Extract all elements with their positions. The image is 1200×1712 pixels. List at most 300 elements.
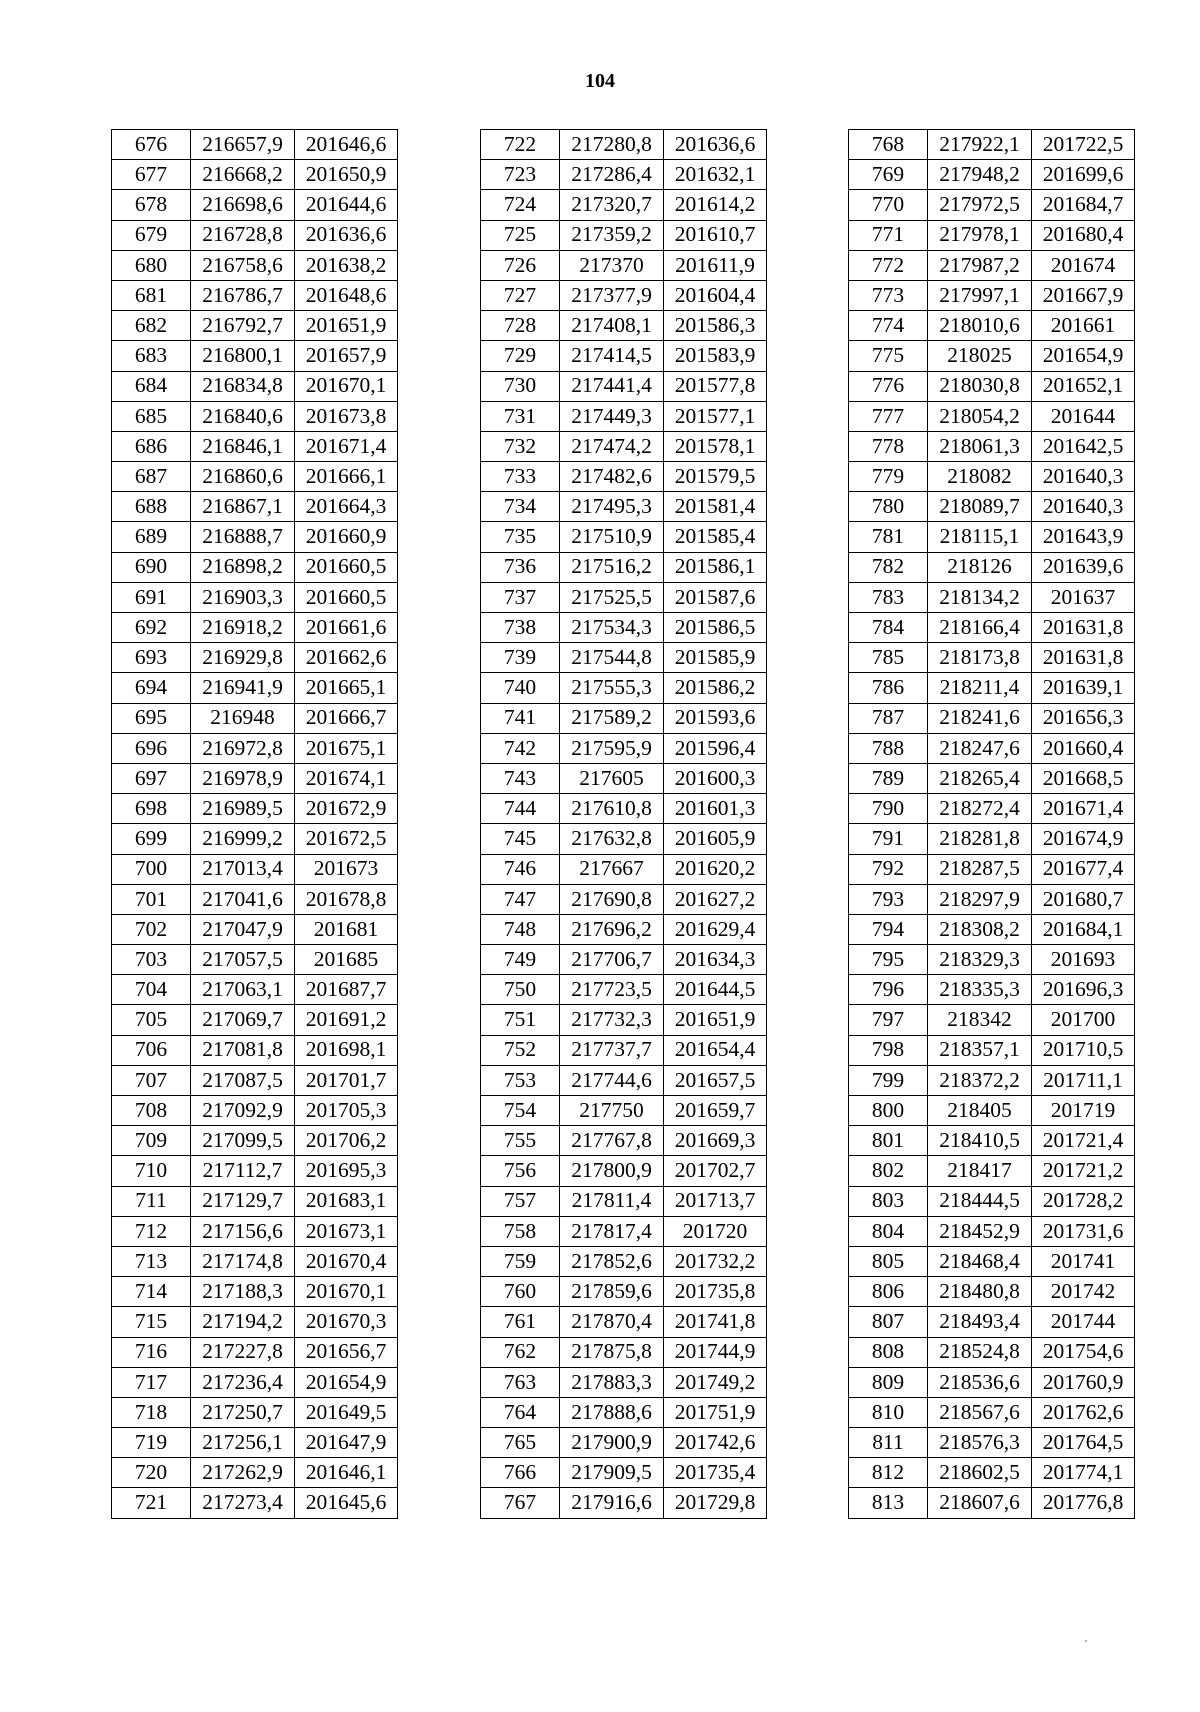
y-coordinate-cell: 201671,4 <box>295 431 398 461</box>
y-coordinate-cell: 201631,8 <box>1032 643 1135 673</box>
y-coordinate-cell: 201646,1 <box>295 1458 398 1488</box>
point-number-cell: 805 <box>849 1246 928 1276</box>
table-row <box>112 1458 398 1488</box>
table-row <box>849 250 1135 280</box>
y-coordinate-cell: 201654,9 <box>295 1367 398 1397</box>
point-number-cell: 679 <box>112 220 191 250</box>
x-coordinate-cell: 217408,1 <box>560 311 664 341</box>
point-number-cell: 763 <box>481 1367 560 1397</box>
table-row <box>112 341 398 371</box>
point-number-cell: 776 <box>849 371 928 401</box>
point-number-cell: 694 <box>112 673 191 703</box>
table-row <box>481 1397 767 1427</box>
point-number-cell: 809 <box>849 1367 928 1397</box>
point-number-cell: 799 <box>849 1065 928 1095</box>
point-number-cell: 774 <box>849 311 928 341</box>
table-row <box>849 582 1135 612</box>
point-number-cell: 684 <box>112 371 191 401</box>
point-number-cell: 689 <box>112 522 191 552</box>
point-number-cell: 747 <box>481 884 560 914</box>
point-number-cell: 746 <box>481 854 560 884</box>
point-number-cell: 780 <box>849 492 928 522</box>
point-number-cell: 712 <box>112 1216 191 1246</box>
x-coordinate-cell: 217737,7 <box>560 1035 664 1065</box>
table-row <box>849 280 1135 310</box>
x-coordinate-cell: 217859,6 <box>560 1277 664 1307</box>
x-coordinate-cell: 217667 <box>560 854 664 884</box>
table-row <box>481 1096 767 1126</box>
y-coordinate-cell: 201680,4 <box>1032 220 1135 250</box>
y-coordinate-cell: 201683,1 <box>295 1186 398 1216</box>
x-coordinate-cell: 216846,1 <box>191 431 295 461</box>
y-coordinate-cell: 201638,2 <box>295 250 398 280</box>
table-row <box>481 703 767 733</box>
table-row <box>112 945 398 975</box>
x-coordinate-cell: 217732,3 <box>560 1005 664 1035</box>
y-coordinate-cell: 201639,1 <box>1032 673 1135 703</box>
point-number-cell: 766 <box>481 1458 560 1488</box>
point-number-cell: 810 <box>849 1397 928 1427</box>
x-coordinate-cell: 217696,2 <box>560 914 664 944</box>
table-row <box>849 1035 1135 1065</box>
point-number-cell: 735 <box>481 522 560 552</box>
x-coordinate-cell: 218025 <box>928 341 1032 371</box>
table-row <box>849 160 1135 190</box>
y-coordinate-cell: 201659,7 <box>664 1096 767 1126</box>
x-coordinate-cell: 217883,3 <box>560 1367 664 1397</box>
y-coordinate-cell: 201631,8 <box>1032 613 1135 643</box>
table-row <box>849 824 1135 854</box>
table-row <box>112 1005 398 1035</box>
y-coordinate-cell: 201660,5 <box>295 552 398 582</box>
x-coordinate-cell: 217525,5 <box>560 582 664 612</box>
table-row <box>481 1035 767 1065</box>
table-row <box>481 1126 767 1156</box>
y-coordinate-cell: 201627,2 <box>664 884 767 914</box>
table-row <box>112 975 398 1005</box>
x-coordinate-cell: 218607,6 <box>928 1488 1032 1518</box>
y-coordinate-cell: 201583,9 <box>664 341 767 371</box>
y-coordinate-cell: 201666,1 <box>295 462 398 492</box>
point-number-cell: 708 <box>112 1096 191 1126</box>
y-coordinate-cell: 201604,4 <box>664 280 767 310</box>
y-coordinate-cell: 201654,9 <box>1032 341 1135 371</box>
y-coordinate-cell: 201702,7 <box>664 1156 767 1186</box>
y-coordinate-cell: 201611,9 <box>664 250 767 280</box>
x-coordinate-cell: 217041,6 <box>191 884 295 914</box>
table-row <box>849 794 1135 824</box>
x-coordinate-cell: 217099,5 <box>191 1126 295 1156</box>
x-coordinate-cell: 218335,3 <box>928 975 1032 1005</box>
table-row <box>112 1216 398 1246</box>
x-coordinate-cell: 217013,4 <box>191 854 295 884</box>
point-number-cell: 812 <box>849 1458 928 1488</box>
y-coordinate-cell: 201729,8 <box>664 1488 767 1518</box>
table-row <box>849 1096 1135 1126</box>
table-row <box>112 1367 398 1397</box>
point-number-cell: 685 <box>112 401 191 431</box>
point-number-cell: 678 <box>112 190 191 220</box>
x-coordinate-cell: 217449,3 <box>560 401 664 431</box>
point-number-cell: 757 <box>481 1186 560 1216</box>
x-coordinate-cell: 218308,2 <box>928 914 1032 944</box>
table-row <box>112 914 398 944</box>
x-coordinate-cell: 216657,9 <box>191 130 295 160</box>
x-coordinate-cell: 217987,2 <box>928 250 1032 280</box>
x-coordinate-cell: 218126 <box>928 552 1032 582</box>
table-row <box>481 733 767 763</box>
table-row <box>849 1126 1135 1156</box>
point-number-cell: 796 <box>849 975 928 1005</box>
point-number-cell: 762 <box>481 1337 560 1367</box>
x-coordinate-cell: 217852,6 <box>560 1246 664 1276</box>
y-coordinate-cell: 201754,6 <box>1032 1337 1135 1367</box>
table-row <box>481 190 767 220</box>
point-number-cell: 752 <box>481 1035 560 1065</box>
y-coordinate-cell: 201640,3 <box>1032 492 1135 522</box>
y-coordinate-cell: 201721,2 <box>1032 1156 1135 1186</box>
point-number-cell: 717 <box>112 1367 191 1397</box>
y-coordinate-cell: 201596,4 <box>664 733 767 763</box>
x-coordinate-cell: 217273,4 <box>191 1488 295 1518</box>
y-coordinate-cell: 201721,4 <box>1032 1126 1135 1156</box>
y-coordinate-cell: 201732,2 <box>664 1246 767 1276</box>
y-coordinate-cell: 201742,6 <box>664 1428 767 1458</box>
table-row <box>481 914 767 944</box>
y-coordinate-cell: 201762,6 <box>1032 1397 1135 1427</box>
x-coordinate-cell: 216860,6 <box>191 462 295 492</box>
point-number-cell: 794 <box>849 914 928 944</box>
y-coordinate-cell: 201744,9 <box>664 1337 767 1367</box>
x-coordinate-cell: 218372,2 <box>928 1065 1032 1095</box>
y-coordinate-cell: 201696,3 <box>1032 975 1135 1005</box>
x-coordinate-cell: 217723,5 <box>560 975 664 1005</box>
point-number-cell: 730 <box>481 371 560 401</box>
table-row <box>112 552 398 582</box>
table-row <box>849 914 1135 944</box>
x-coordinate-cell: 218417 <box>928 1156 1032 1186</box>
point-number-cell: 750 <box>481 975 560 1005</box>
x-coordinate-cell: 216888,7 <box>191 522 295 552</box>
point-number-cell: 792 <box>849 854 928 884</box>
point-number-cell: 783 <box>849 582 928 612</box>
x-coordinate-cell: 217948,2 <box>928 160 1032 190</box>
y-coordinate-cell: 201695,3 <box>295 1156 398 1186</box>
point-number-cell: 772 <box>849 250 928 280</box>
x-coordinate-cell: 217047,9 <box>191 914 295 944</box>
table-row <box>112 220 398 250</box>
y-coordinate-cell: 201699,6 <box>1032 160 1135 190</box>
y-coordinate-cell: 201647,9 <box>295 1428 398 1458</box>
point-number-cell: 709 <box>112 1126 191 1156</box>
y-coordinate-cell: 201651,9 <box>295 311 398 341</box>
table-row <box>849 975 1135 1005</box>
table-row <box>481 673 767 703</box>
x-coordinate-cell: 217286,4 <box>560 160 664 190</box>
x-coordinate-cell: 216792,7 <box>191 311 295 341</box>
x-coordinate-cell: 218342 <box>928 1005 1032 1035</box>
y-coordinate-cell: 201656,7 <box>295 1337 398 1367</box>
point-number-cell: 768 <box>849 130 928 160</box>
point-number-cell: 705 <box>112 1005 191 1035</box>
table-row <box>849 1065 1135 1095</box>
table-row <box>481 462 767 492</box>
point-number-cell: 795 <box>849 945 928 975</box>
y-coordinate-cell: 201711,1 <box>1032 1065 1135 1095</box>
point-number-cell: 737 <box>481 582 560 612</box>
table-row <box>849 1397 1135 1427</box>
y-coordinate-cell: 201672,9 <box>295 794 398 824</box>
point-number-cell: 761 <box>481 1307 560 1337</box>
x-coordinate-cell: 217544,8 <box>560 643 664 673</box>
table-row <box>481 582 767 612</box>
x-coordinate-cell: 218480,8 <box>928 1277 1032 1307</box>
point-number-cell: 771 <box>849 220 928 250</box>
point-number-cell: 736 <box>481 552 560 582</box>
y-coordinate-cell: 201776,8 <box>1032 1488 1135 1518</box>
point-number-cell: 764 <box>481 1397 560 1427</box>
x-coordinate-cell: 216898,2 <box>191 552 295 582</box>
x-coordinate-cell: 217909,5 <box>560 1458 664 1488</box>
x-coordinate-cell: 217262,9 <box>191 1458 295 1488</box>
point-number-cell: 807 <box>849 1307 928 1337</box>
x-coordinate-cell: 217359,2 <box>560 220 664 250</box>
table-row <box>849 401 1135 431</box>
y-coordinate-cell: 201667,9 <box>1032 280 1135 310</box>
table-row <box>112 431 398 461</box>
x-coordinate-cell: 217767,8 <box>560 1126 664 1156</box>
point-number-cell: 676 <box>112 130 191 160</box>
y-coordinate-cell: 201687,7 <box>295 975 398 1005</box>
y-coordinate-cell: 201634,3 <box>664 945 767 975</box>
table-row <box>112 492 398 522</box>
point-number-cell: 692 <box>112 613 191 643</box>
y-coordinate-cell: 201578,1 <box>664 431 767 461</box>
table-row <box>112 1096 398 1126</box>
x-coordinate-cell: 218493,4 <box>928 1307 1032 1337</box>
y-coordinate-cell: 201642,5 <box>1032 431 1135 461</box>
table-row <box>849 522 1135 552</box>
point-number-cell: 779 <box>849 462 928 492</box>
table-row <box>481 431 767 461</box>
point-number-cell: 811 <box>849 1428 928 1458</box>
x-coordinate-cell: 217081,8 <box>191 1035 295 1065</box>
y-coordinate-cell: 201660,4 <box>1032 733 1135 763</box>
x-coordinate-cell: 217069,7 <box>191 1005 295 1035</box>
x-coordinate-cell: 218405 <box>928 1096 1032 1126</box>
point-number-cell: 686 <box>112 431 191 461</box>
point-number-cell: 696 <box>112 733 191 763</box>
x-coordinate-cell: 216918,2 <box>191 613 295 643</box>
table-row <box>849 643 1135 673</box>
table-row <box>849 220 1135 250</box>
y-coordinate-cell: 201643,9 <box>1032 522 1135 552</box>
point-number-cell: 681 <box>112 280 191 310</box>
y-coordinate-cell: 201741 <box>1032 1246 1135 1276</box>
x-coordinate-cell: 217510,9 <box>560 522 664 552</box>
y-coordinate-cell: 201586,1 <box>664 552 767 582</box>
table-row <box>849 1216 1135 1246</box>
table-row <box>849 854 1135 884</box>
x-coordinate-cell: 217194,2 <box>191 1307 295 1337</box>
x-coordinate-cell: 218010,6 <box>928 311 1032 341</box>
point-number-cell: 784 <box>849 613 928 643</box>
table-row <box>112 280 398 310</box>
point-number-cell: 787 <box>849 703 928 733</box>
point-number-cell: 701 <box>112 884 191 914</box>
table-row <box>112 462 398 492</box>
y-coordinate-cell: 201671,4 <box>1032 794 1135 824</box>
x-coordinate-cell: 218030,8 <box>928 371 1032 401</box>
y-coordinate-cell: 201657,5 <box>664 1065 767 1095</box>
table-row <box>112 763 398 793</box>
y-coordinate-cell: 201661 <box>1032 311 1135 341</box>
y-coordinate-cell: 201660,5 <box>295 582 398 612</box>
x-coordinate-cell: 217377,9 <box>560 280 664 310</box>
table-row <box>112 703 398 733</box>
point-number-cell: 773 <box>849 280 928 310</box>
point-number-cell: 726 <box>481 250 560 280</box>
y-coordinate-cell: 201586,5 <box>664 613 767 643</box>
y-coordinate-cell: 201640,3 <box>1032 462 1135 492</box>
point-number-cell: 756 <box>481 1156 560 1186</box>
point-number-cell: 797 <box>849 1005 928 1035</box>
y-coordinate-cell: 201652,1 <box>1032 371 1135 401</box>
point-number-cell: 700 <box>112 854 191 884</box>
point-number-cell: 739 <box>481 643 560 673</box>
point-number-cell: 778 <box>849 431 928 461</box>
table-row <box>849 1005 1135 1035</box>
point-number-cell: 782 <box>849 552 928 582</box>
y-coordinate-cell: 201637 <box>1032 582 1135 612</box>
table-row <box>112 160 398 190</box>
table-row <box>849 552 1135 582</box>
table-row <box>112 311 398 341</box>
table-row <box>112 1065 398 1095</box>
point-number-cell: 744 <box>481 794 560 824</box>
x-coordinate-cell: 216999,2 <box>191 824 295 854</box>
table-row <box>849 1246 1135 1276</box>
x-coordinate-cell: 217092,9 <box>191 1096 295 1126</box>
y-coordinate-cell: 201579,5 <box>664 462 767 492</box>
point-number-cell: 789 <box>849 763 928 793</box>
x-coordinate-cell: 217800,9 <box>560 1156 664 1186</box>
y-coordinate-cell: 201649,5 <box>295 1397 398 1427</box>
table-row <box>849 763 1135 793</box>
table-row <box>481 280 767 310</box>
table-row <box>481 1277 767 1307</box>
y-coordinate-cell: 201681 <box>295 914 398 944</box>
table-row <box>849 1488 1135 1518</box>
x-coordinate-cell: 218054,2 <box>928 401 1032 431</box>
y-coordinate-cell: 201670,4 <box>295 1246 398 1276</box>
point-number-cell: 786 <box>849 673 928 703</box>
table-row <box>849 1307 1135 1337</box>
table-row <box>849 1156 1135 1186</box>
point-number-cell: 719 <box>112 1428 191 1458</box>
x-coordinate-cell: 216978,9 <box>191 763 295 793</box>
x-coordinate-cell: 217256,1 <box>191 1428 295 1458</box>
table-row <box>112 1277 398 1307</box>
x-coordinate-cell: 218524,8 <box>928 1337 1032 1367</box>
table-row <box>112 1035 398 1065</box>
table-row <box>481 522 767 552</box>
x-coordinate-cell: 217250,7 <box>191 1397 295 1427</box>
table-row <box>481 975 767 1005</box>
point-number-cell: 697 <box>112 763 191 793</box>
x-coordinate-cell: 218567,6 <box>928 1397 1032 1427</box>
y-coordinate-cell: 201742 <box>1032 1277 1135 1307</box>
y-coordinate-cell: 201645,6 <box>295 1488 398 1518</box>
point-number-cell: 680 <box>112 250 191 280</box>
x-coordinate-cell: 217972,5 <box>928 190 1032 220</box>
x-coordinate-cell: 217978,1 <box>928 220 1032 250</box>
x-coordinate-cell: 218357,1 <box>928 1035 1032 1065</box>
x-coordinate-cell: 218166,4 <box>928 613 1032 643</box>
point-number-cell: 723 <box>481 160 560 190</box>
y-coordinate-cell: 201760,9 <box>1032 1367 1135 1397</box>
y-coordinate-cell: 201577,1 <box>664 401 767 431</box>
point-number-cell: 753 <box>481 1065 560 1095</box>
point-number-cell: 718 <box>112 1397 191 1427</box>
y-coordinate-cell: 201601,3 <box>664 794 767 824</box>
x-coordinate-cell: 217870,4 <box>560 1307 664 1337</box>
y-coordinate-cell: 201693 <box>1032 945 1135 975</box>
table-row <box>849 613 1135 643</box>
table-row <box>112 824 398 854</box>
x-coordinate-cell: 217632,8 <box>560 824 664 854</box>
table-row <box>849 1277 1135 1307</box>
x-coordinate-cell: 216840,6 <box>191 401 295 431</box>
y-coordinate-cell: 201669,3 <box>664 1126 767 1156</box>
table-row <box>112 884 398 914</box>
point-number-cell: 687 <box>112 462 191 492</box>
x-coordinate-cell: 217888,6 <box>560 1397 664 1427</box>
point-number-cell: 698 <box>112 794 191 824</box>
y-coordinate-cell: 201751,9 <box>664 1397 767 1427</box>
point-number-cell: 728 <box>481 311 560 341</box>
point-number-cell: 725 <box>481 220 560 250</box>
y-coordinate-cell: 201585,9 <box>664 643 767 673</box>
table-row <box>112 371 398 401</box>
x-coordinate-cell: 216800,1 <box>191 341 295 371</box>
table-row <box>849 673 1135 703</box>
point-number-cell: 742 <box>481 733 560 763</box>
y-coordinate-cell: 201749,2 <box>664 1367 767 1397</box>
table-row <box>112 1488 398 1518</box>
table-row <box>849 884 1135 914</box>
point-number-cell: 765 <box>481 1428 560 1458</box>
x-coordinate-cell: 218115,1 <box>928 522 1032 552</box>
point-number-cell: 748 <box>481 914 560 944</box>
point-number-cell: 806 <box>849 1277 928 1307</box>
table-row <box>112 130 398 160</box>
y-coordinate-cell: 201668,5 <box>1032 763 1135 793</box>
table-row <box>481 824 767 854</box>
point-number-cell: 788 <box>849 733 928 763</box>
y-coordinate-cell: 201581,4 <box>664 492 767 522</box>
y-coordinate-cell: 201651,9 <box>664 1005 767 1035</box>
point-number-cell: 715 <box>112 1307 191 1337</box>
point-number-cell: 800 <box>849 1096 928 1126</box>
y-coordinate-cell: 201644,6 <box>295 190 398 220</box>
y-coordinate-cell: 201674 <box>1032 250 1135 280</box>
point-number-cell: 770 <box>849 190 928 220</box>
y-coordinate-cell: 201720 <box>664 1216 767 1246</box>
x-coordinate-cell: 218265,4 <box>928 763 1032 793</box>
x-coordinate-cell: 218272,4 <box>928 794 1032 824</box>
x-coordinate-cell: 217610,8 <box>560 794 664 824</box>
